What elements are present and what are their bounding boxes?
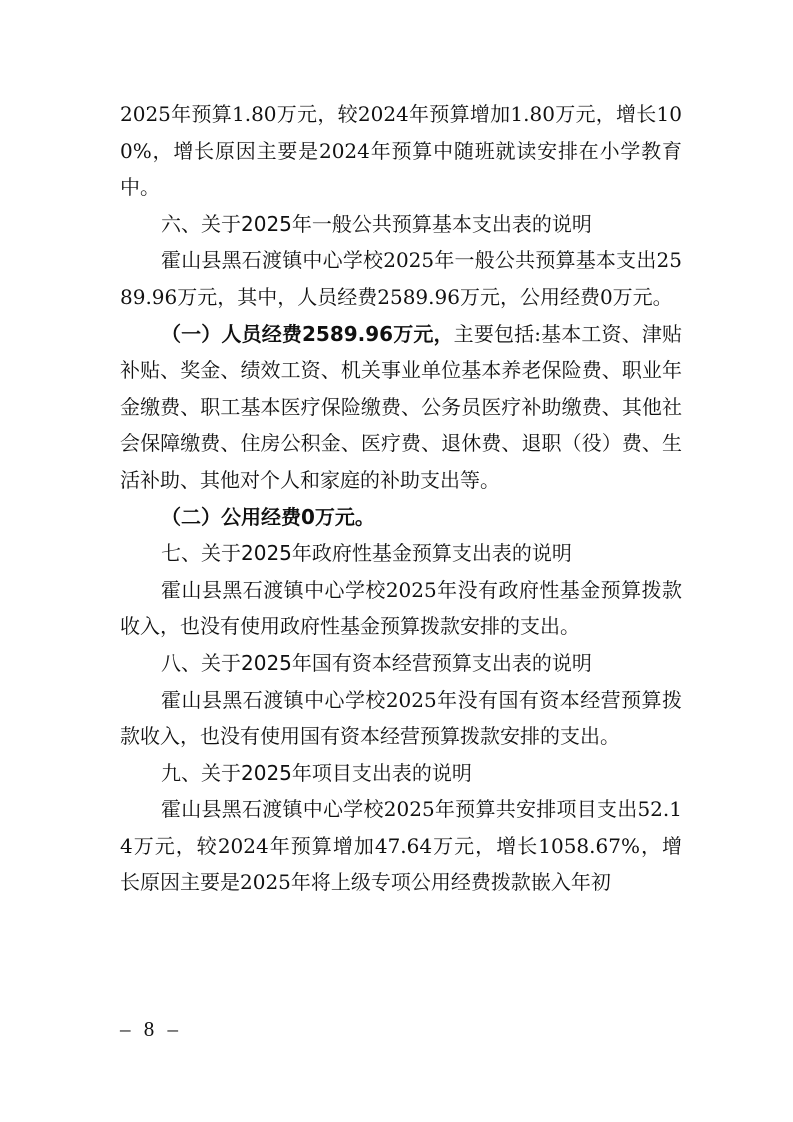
subheading-public-expenses: （二）公用经费0万元。 — [161, 504, 375, 529]
paragraph-government-fund: 霍山县黑石渡镇中心学校2025年没有政府性基金预算拨款收入，也没有使用政府性基金预算拨款安排的支出。 — [120, 577, 682, 639]
paragraph-budget-growth: 2025年预算1.80万元，较2024年预算增加1.80万元，增长100%，增长原因主要是2024年预算中随班就读安排在小学教育中。 — [120, 102, 682, 200]
page-number: – 8 – — [120, 1017, 182, 1041]
section-heading-8: 八、关于2025年国有资本经营预算支出表的说明 — [161, 650, 592, 675]
paragraph-personnel-expenses — [120, 316, 682, 499]
paragraph-project-expenditure: 霍山县黑石渡镇中心学校2025年预算共安排项目支出52.14万元，较2024年预算增加47.64万元，增长1058.67%，增长原因主要是2025年将上级专项公用经费拨款嵌入年初 — [120, 797, 682, 895]
paragraph-basic-expenditure: 霍山县黑石渡镇中心学校2025年一般公共预算基本支出2589.96万元，其中，人员经费2589.96万元，公用经费0万元。 — [120, 248, 682, 309]
paragraph-state-capital: 霍山县黑石渡镇中心学校2025年没有国有资本经营预算拨款收入，也没有使用国有资本经营预算拨款安排的支出。 — [120, 687, 682, 749]
section-heading-7: 七、关于2025年政府性基金预算支出表的说明 — [161, 541, 572, 566]
personnel-expenses-detail: 主要包括:基本工资、津贴补贴、奖金、绩效工资、机关事业单位基本养老保险费、职业年金缴费、职工基本医疗保险缴费、公务员医疗补助缴费、其他社会保障缴费、住房公积金、医疗费、退休费、退职（役）费、生活补助、其他对个人和家庭的补助支出等。 — [120, 321, 682, 492]
document-page — [120, 96, 682, 901]
section-heading-6: 六、关于2025年一般公共预算基本支出表的说明 — [161, 211, 592, 236]
section-heading-9: 九、关于2025年项目支出表的说明 — [161, 760, 472, 785]
subheading-personnel-expenses: （一）人员经费2589.96万元， — [161, 321, 454, 346]
